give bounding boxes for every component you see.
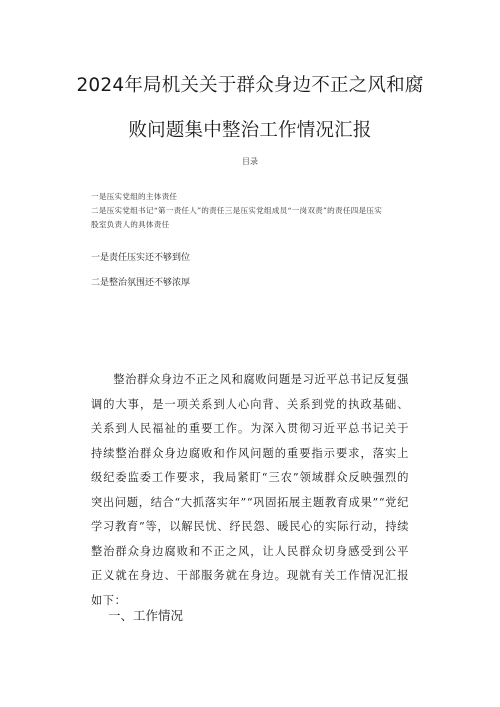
toc-line: 一是压实党组的主体责任 <box>91 192 178 201</box>
document-title-line-2: 败问题集中整治工作情况汇报 <box>128 120 372 141</box>
document-title-line-1: 2024年局机关关于群众身边不正之风和腐 <box>76 75 424 96</box>
toc-heading: 目录 <box>242 157 258 166</box>
subheading-atmosphere: 二是整治氛围还不够浓厚 <box>91 278 191 288</box>
toc-line: 股室负责人的具体责任 <box>91 220 170 229</box>
toc-line: 二是压实党组书记“第一责任人”的责任三是压实党组成员“一岗双责”的责任四是压实 <box>91 206 383 215</box>
subheading-responsibility: 一是责任压实还不够到位 <box>91 253 191 263</box>
section-heading-work-status: 一、工作情况 <box>108 608 184 623</box>
body-paragraph: 整治群众身边不正之风和腐败问题是习近平总书记反复强调的大事，是一项关系到人心向背、关系到党的执政基础、关系到人民福祉的重要工作。为深入贯彻习近平总书记关于持续整治群众身边腐败和作风问题的重要指示要求，落实上级纪委监委工作要求，我局紧盯“三农”领域群众反映强烈的突出问题，结合“大抓落实年”“巩固拓展主题教育成果”“党纪学习教育”等，以解民忧、纾民怨、暖民心的实际行动，持续整治群众身边腐败和不正之风，让人民群众切身感受到公平正义就在身边、干部服务就在身边。现就有关工作情况汇报如下： <box>91 373 409 607</box>
